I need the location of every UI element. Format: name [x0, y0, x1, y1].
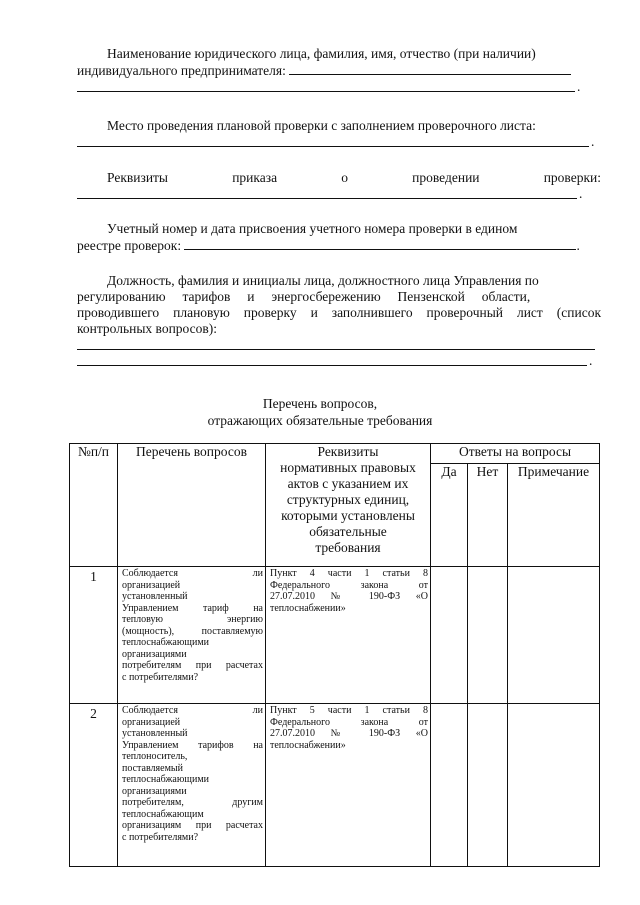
entity-name-label: Наименование юридического лица, фамилия, имя, отчество (при наличии): [107, 46, 536, 61]
row-1-requisite: [266, 567, 431, 704]
row-1-q-l3: установленный: [122, 591, 188, 602]
row-1-q-l2: организацией: [122, 579, 181, 591]
row-2-q-l3: установленный: [122, 728, 188, 739]
row-2-q-l2: организацией: [122, 716, 181, 728]
row-2-no-cell[interactable]: [468, 704, 508, 867]
table-row: [70, 567, 600, 704]
row-1-question: [118, 567, 266, 704]
row-1-q-l6: (мощность), поставляемую: [122, 625, 263, 637]
header-no: Нет: [468, 464, 508, 567]
header-requisites-l5: обязательные: [309, 524, 387, 539]
row-1-r-l2: Федерального закона от: [270, 579, 428, 591]
row-2-q-l11: организациям при расчетах: [122, 820, 263, 831]
registry-number-field: [77, 221, 601, 254]
row-2-note-cell[interactable]: [508, 704, 600, 867]
header-note: Примечание: [508, 464, 600, 567]
questions-list-title: [0, 395, 640, 429]
official-blank-2[interactable]: [77, 365, 587, 366]
entity-name-blank[interactable]: [289, 62, 571, 75]
row-1-yes-cell[interactable]: [431, 567, 468, 704]
entity-name-line2: [77, 62, 601, 79]
row-1-q-l7: теплоснабжающими: [122, 637, 210, 648]
registry-number-line2: [77, 237, 601, 254]
header-requisites-l4: которыми установлены: [281, 508, 415, 523]
row-2-requisite: [266, 704, 431, 867]
row-2-question: [118, 704, 266, 867]
inspection-place-label: Место проведения плановой проверки с заполнением проверочного листа:: [107, 118, 536, 133]
row-1-q-l1: Соблюдается ли: [122, 568, 263, 579]
row-1-num: 1: [70, 567, 118, 704]
inspection-place-line2: [77, 134, 601, 150]
header-questions: Перечень вопросов: [118, 444, 266, 567]
inspection-place-period: .: [591, 134, 595, 149]
entity-name-field: [77, 46, 601, 95]
order-word-5: проверки:: [543, 170, 601, 185]
official-field: [77, 273, 601, 369]
row-2-r-l1: Пункт 5 части 1 статьи 8: [270, 705, 428, 716]
header-answers: Ответы на вопросы: [431, 444, 600, 464]
official-label-4: контрольных вопросов):: [77, 321, 218, 336]
order-requisites-line2: [77, 186, 601, 202]
header-yes: Да: [431, 464, 468, 567]
official-label-3: проводившего плановую проверку и заполнившего проверочный лист (список: [77, 305, 601, 320]
row-1-r-l1: Пункт 4 части 1 статьи 8: [270, 568, 428, 579]
header-requisites: [266, 444, 431, 567]
row-1-note-cell[interactable]: [508, 567, 600, 704]
row-2-r-l2: Федерального закона от: [270, 716, 428, 728]
row-1-q-l5: тепловую энергию: [122, 614, 263, 625]
inspection-place-blank[interactable]: [77, 146, 589, 147]
row-2-q-l12: с потребителями?: [122, 831, 199, 843]
row-2-q-l9: потребителям, другим: [122, 797, 263, 808]
official-label-1: Должность, фамилия и инициалы лица, должностного лица Управления по: [107, 273, 539, 288]
row-2-r-l3: 27.07.2010 № 190-ФЗ «О: [270, 728, 428, 739]
official-blank[interactable]: [77, 349, 595, 350]
entity-name-label-2: индивидуального предпринимателя:: [77, 63, 286, 78]
questions-list-title-1: Перечень вопросов,: [262, 396, 378, 411]
row-1-q-l9: потребителям при расчетах: [122, 660, 263, 671]
official-line6: [77, 353, 601, 369]
row-1-q-l8: организациями: [122, 648, 187, 660]
order-requisites-label: [77, 170, 601, 186]
questions-table: [69, 443, 600, 867]
row-2-q-l7: теплоснабжающими: [122, 774, 210, 785]
row-2-q-l1: Соблюдается ли: [122, 705, 263, 716]
row-2-q-l8: организациями: [122, 785, 187, 797]
row-2-num: 2: [70, 704, 118, 867]
questions-list-title-2: отражающих обязательные требования: [207, 413, 433, 428]
order-word-1: Реквизиты: [107, 170, 169, 185]
table-row: [70, 704, 600, 867]
header-requisites-title: Реквизиты: [317, 444, 379, 459]
order-word-4: проведении: [412, 170, 480, 185]
row-2-q-l4: Управлением тарифов на: [122, 739, 263, 751]
header-requisites-l3: структурных единиц,: [286, 492, 410, 507]
inspection-place-field: [77, 118, 601, 150]
row-1-r-l3: 27.07.2010 № 190-ФЗ «О: [270, 591, 428, 602]
registry-number-label-2: реестре проверок:: [77, 238, 182, 253]
order-word-3: о: [341, 170, 348, 185]
order-requisites-period: .: [579, 186, 583, 201]
registry-number-blank[interactable]: [184, 237, 576, 250]
table-header-row: [70, 444, 600, 464]
official-label-2: регулированию тарифов и энергосбережению Пензенской области,: [77, 289, 531, 304]
row-1-no-cell[interactable]: [468, 567, 508, 704]
registry-number-label: Учетный номер и дата присвоения учетного номера проверки в едином: [107, 221, 518, 236]
row-2-q-l6: поставляемый: [122, 762, 183, 774]
header-requisites-l6: требования: [315, 540, 381, 555]
row-2-r-l4: теплоснабжении»: [270, 739, 346, 751]
row-1-q-l10: с потребителями?: [122, 671, 199, 683]
row-2-yes-cell[interactable]: [431, 704, 468, 867]
entity-name-blank-2[interactable]: [77, 91, 575, 92]
header-requisites-l1: нормативных правовых: [280, 460, 416, 475]
header-requisites-l2: актов с указанием их: [287, 476, 409, 491]
row-2-q-l10: теплоснабжающим: [122, 808, 204, 820]
entity-name-period: .: [577, 79, 581, 94]
header-num: №п/п: [70, 444, 118, 567]
row-1-q-l4: Управлением тариф на: [122, 602, 263, 614]
entity-name-line3: [77, 79, 601, 95]
registry-number-period: .: [576, 238, 580, 253]
row-2-q-l5: теплоноситель,: [122, 751, 188, 762]
row-1-r-l4: теплоснабжении»: [270, 602, 346, 614]
order-requisites-blank[interactable]: [77, 198, 577, 199]
official-period: .: [589, 353, 593, 368]
order-requisites-field: [77, 170, 601, 202]
order-word-2: приказа: [232, 170, 278, 185]
official-line5: [77, 337, 601, 353]
